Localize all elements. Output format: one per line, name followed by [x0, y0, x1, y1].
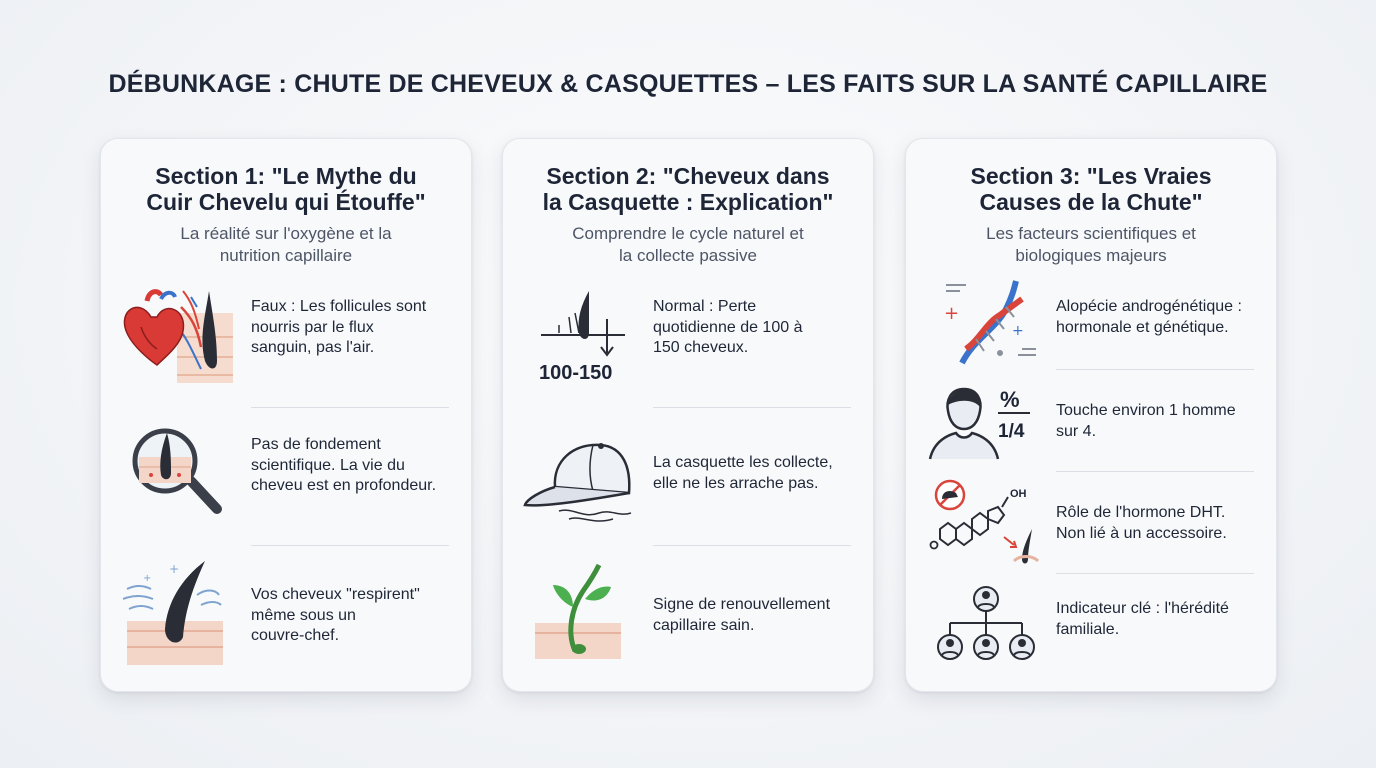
man-statistic-icon	[926, 383, 1044, 463]
item-text-line: Indicateur clé : l'hérédité	[1056, 600, 1229, 617]
section-card-1	[100, 138, 472, 692]
divider	[251, 545, 449, 546]
section-card-2	[502, 138, 874, 692]
dna-icon	[926, 279, 1044, 369]
item-text	[653, 453, 863, 494]
section-subtitle	[926, 223, 1256, 267]
sprout-icon	[523, 563, 641, 663]
item-text-line: sanguin, pas l'air.	[251, 339, 375, 356]
section-subtitle-line: Les facteurs scientifiques et	[986, 224, 1196, 243]
item-text-line: même sous un	[251, 606, 356, 624]
ratio-label: 1/4	[998, 421, 1025, 442]
item-text-line: Non lié à un accessoire.	[1056, 524, 1227, 542]
section-subtitle	[523, 223, 853, 267]
section-subtitle-line: nutrition capillaire	[219, 246, 353, 265]
item-text-line: scientifique. La vie du	[251, 456, 405, 474]
section-title	[121, 163, 451, 215]
section-title-line: Section 3: "Les Vraies	[970, 163, 1212, 189]
svg-text:+: +	[169, 562, 180, 576]
section-subtitle-line: La réalité sur l'oxygène et la	[180, 224, 392, 243]
hair-fall-count-label: 100-150	[539, 362, 613, 384]
divider	[1056, 471, 1254, 472]
item-text	[1056, 401, 1266, 442]
baseball-cap-icon	[523, 431, 641, 531]
section-subtitle	[121, 223, 451, 267]
divider	[1056, 573, 1254, 574]
family-tree-icon	[926, 583, 1044, 673]
item-text-line: cheveu est en profondeur.	[251, 477, 437, 494]
section-title	[926, 163, 1256, 215]
item-text	[1056, 599, 1266, 640]
section-card-3	[905, 138, 1277, 692]
item-text-line: La casquette les collecte,	[653, 454, 833, 471]
item-text	[251, 435, 461, 497]
item-text-line: familiale.	[1056, 620, 1120, 638]
item-text	[653, 297, 863, 359]
breathing-hair-icon	[121, 559, 239, 669]
item-text-line: capillaire sain.	[653, 616, 755, 634]
item-text-line: sur 4.	[1056, 422, 1097, 440]
hair-fall-count-icon	[523, 289, 641, 385]
item-text	[1056, 503, 1266, 544]
section-title	[523, 163, 853, 215]
item-text-line: quotidienne de 100 à	[653, 318, 803, 336]
item-text	[1056, 297, 1266, 338]
hydroxyl-label: OH	[1010, 488, 1027, 500]
percent-label: %	[1000, 387, 1020, 412]
section-subtitle-line: la collecte passive	[619, 246, 757, 265]
item-text-line: Signe de renouvellement	[653, 596, 831, 613]
item-text-line: Touche environ 1 homme	[1056, 402, 1236, 419]
item-text-line: couvre-chef.	[251, 627, 340, 644]
divider	[653, 545, 851, 546]
divider	[1056, 369, 1254, 370]
section-subtitle-line: Comprendre le cycle naturel et	[572, 224, 804, 243]
svg-text:+: +	[944, 303, 960, 324]
item-text	[653, 595, 863, 636]
item-text-line: Alopécie androgénétique :	[1056, 298, 1242, 315]
item-text-line: elle ne les arrache pas.	[653, 474, 819, 492]
svg-text:+: +	[1012, 323, 1024, 339]
item-text-line: Vos cheveux "respirent"	[251, 586, 420, 603]
dht-molecule-icon	[926, 479, 1044, 569]
section-title-line: Causes de la Chute"	[979, 189, 1203, 215]
page-title: DÉBUNKAGE : CHUTE DE CHEVEUX & CASQUETTES – LES FAITS SUR LA SANTÉ CAPILLAIRE	[108, 70, 1268, 98]
item-text-line: hormonale et génétique.	[1056, 318, 1229, 336]
divider	[653, 407, 851, 408]
heart-blood-follicle-icon	[121, 287, 239, 387]
item-text-line: 150 cheveux.	[653, 339, 749, 356]
item-text-line: Normal : Perte	[653, 298, 757, 315]
section-subtitle-line: biologiques majeurs	[1015, 246, 1167, 265]
item-text	[251, 297, 461, 359]
section-title-line: Cuir Chevelu qui Étouffe"	[146, 189, 426, 215]
svg-text:+: +	[143, 573, 152, 584]
section-title-line: Section 1: "Le Mythe du	[155, 163, 417, 189]
magnifier-follicle-icon	[121, 427, 239, 527]
divider	[251, 407, 449, 408]
item-text-line: nourris par le flux	[251, 318, 374, 336]
section-title-line: la Casquette : Explication"	[542, 189, 834, 215]
item-text-line: Faux : Les follicules sont	[251, 298, 427, 315]
item-text	[251, 585, 461, 647]
item-text-line: Rôle de l'hormone DHT.	[1056, 504, 1226, 521]
section-title-line: Section 2: "Cheveux dans	[546, 163, 830, 189]
item-text-line: Pas de fondement	[251, 436, 381, 453]
